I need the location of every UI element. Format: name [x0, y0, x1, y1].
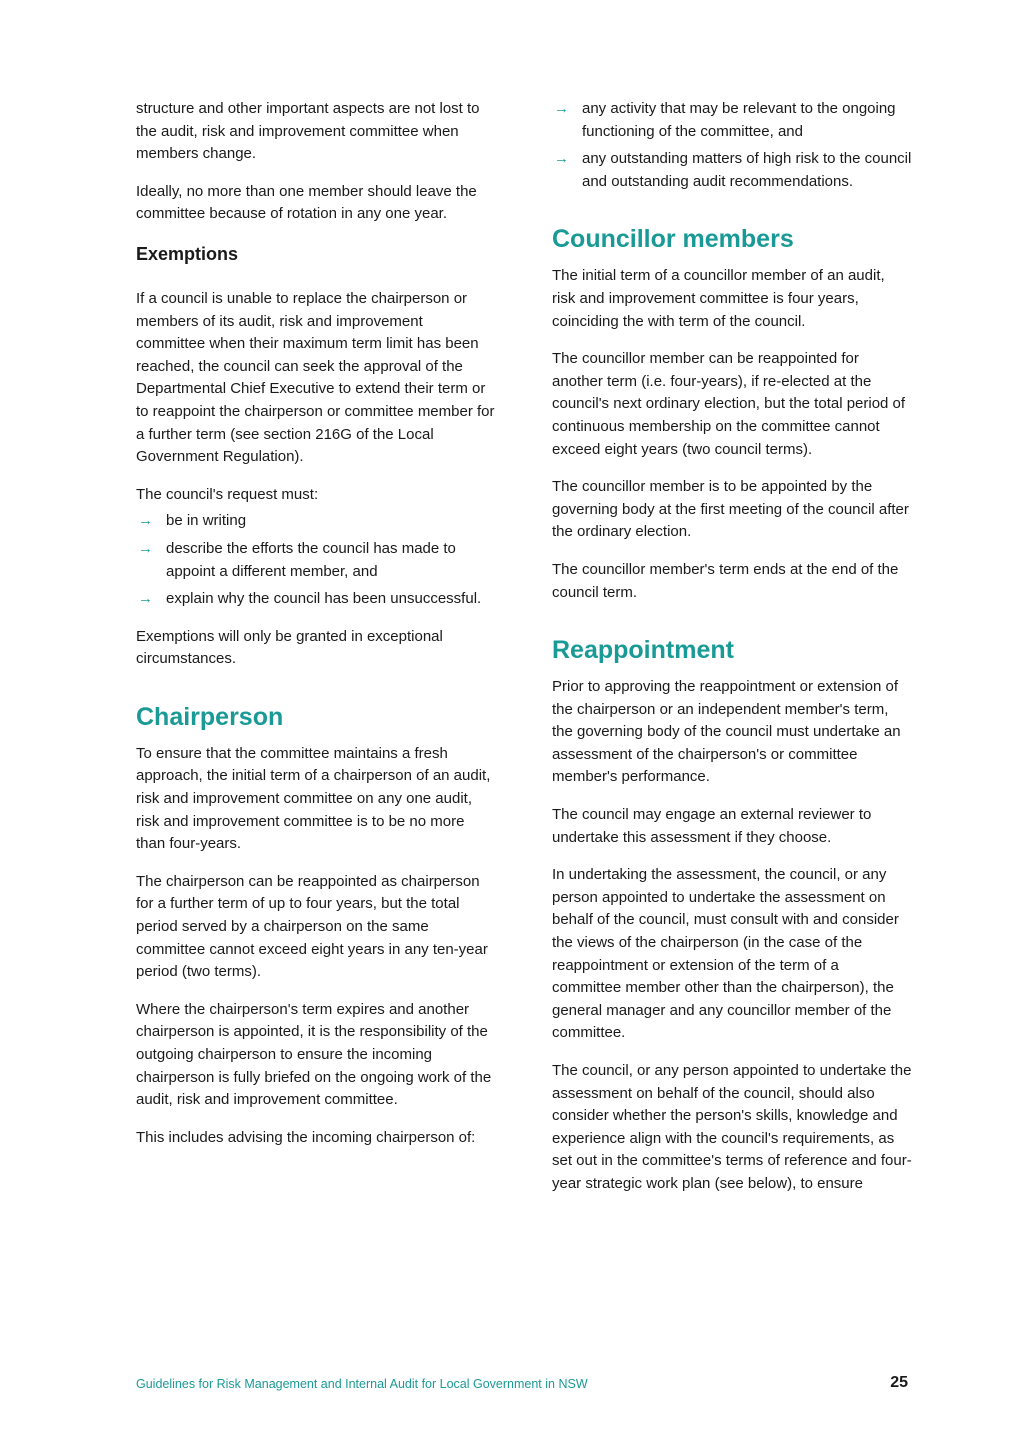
exemptions-heading: Exemptions — [136, 243, 239, 264]
list-item: → describe the efforts the council has made to appoint a different member, and — [138, 539, 456, 580]
chairperson-heading: Chairperson — [136, 702, 284, 731]
paragraph: The councillor member is to be appointed by the governing body at the first meeting of the council after the ordinary election. — [552, 478, 909, 541]
paragraph: This includes advising the incoming chairperson of: — [136, 1128, 476, 1146]
paragraph: Where the chairperson's term expires and another chairperson is appointed, it is the responsibility of the outgoing chairperson to ensure the incoming chairperson is fully briefed on the ongoing work of the audit, risk and improvement committee. — [136, 1000, 492, 1109]
paragraph: Prior to approving the reappointment or extension of the chairperson or an independent member's term, the governing body of the council must undertake an assessment of the chairperson's or committee member's performance. — [552, 678, 901, 786]
arrow-right-icon: → — [138, 539, 153, 557]
page-number: 25 — [890, 1374, 908, 1391]
paragraph: The initial term of a councillor member of an audit, risk and improvement committee is four years, coinciding the with term of the council. — [552, 267, 885, 330]
request-requirements-list — [136, 510, 496, 610]
paragraph: In undertaking the assessment, the council, or any person appointed to undertake the assessment on behalf of the council, must consult with and consider the views of the chairperson (in the case of the reappointment or extension of the term of a committee member other than the chairperson), the general manager and any councillor member of the committee. — [552, 866, 899, 1042]
paragraph: structure and other important aspects are not lost to the audit, risk and improvement committee when members change. — [136, 100, 480, 163]
list-item: → any outstanding matters of high risk to the council and outstanding audit recommendations. — [554, 150, 912, 190]
left-column — [136, 98, 496, 1164]
councillor-members-heading: Councillor members — [552, 225, 794, 254]
paragraph: To ensure that the committee maintains a fresh approach, the initial term of a chairperson of an audit, risk and improvement committee on any one audit, risk and improvement committee is to be no more than four-years. — [136, 744, 491, 853]
paragraph: Exemptions will only be granted in exceptional circumstances. — [136, 627, 443, 668]
list-item: → be in writing — [136, 510, 496, 533]
footer-document-title: Guidelines for Risk Management and Internal Audit for Local Government in NSW — [136, 1377, 588, 1391]
arrow-right-icon: → — [138, 512, 153, 530]
advice-list — [552, 98, 912, 193]
paragraph: The chairperson can be reappointed as chairperson for a further term of up to four years, but the total period served by a chairperson on the same committee cannot exceed eight years in any ten-year period (two terms). — [136, 872, 488, 981]
paragraph: The councillor member can be reappointed for another term (i.e. four-years), if re-elected at the council's next ordinary election, but the total period of continuous membership on the committee cannot exceed eight years (two council terms). — [552, 350, 906, 458]
paragraph: If a council is unable to replace the chairperson or members of its audit, risk and improvement committee when their maximum term limit has been reached, the council can seek the approval of the Departmental Chief Executive to extend their term or to reappoint the chairperson or committee member for a further term (see section 216G of the Local Government Regulation). — [136, 289, 495, 466]
right-column — [552, 98, 912, 1211]
paragraph: The council may engage an external reviewer to undertake this assessment if they choose. — [552, 806, 872, 846]
paragraph: The council's request must: — [136, 485, 319, 503]
arrow-right-icon: → — [554, 150, 569, 168]
list-item: → any activity that may be relevant to the ongoing functioning of the committee, and — [554, 100, 896, 140]
arrow-right-icon: → — [554, 100, 569, 117]
paragraph: Ideally, no more than one member should leave the committee because of rotation in any one year. — [136, 182, 477, 223]
paragraph: The council, or any person appointed to undertake the assessment on behalf of the council, should also consider whether the person's skills, knowledge and experience align with the council's requirements, as set out in the committee's terms of reference and four-year strategic work plan (see below), to ensure — [552, 1062, 912, 1192]
arrow-right-icon: → — [138, 590, 153, 608]
reappointment-heading: Reappointment — [552, 636, 734, 665]
list-item: → explain why the council has been unsuccessful. — [136, 588, 496, 611]
paragraph: The councillor member's term ends at the end of the council term. — [552, 560, 899, 601]
